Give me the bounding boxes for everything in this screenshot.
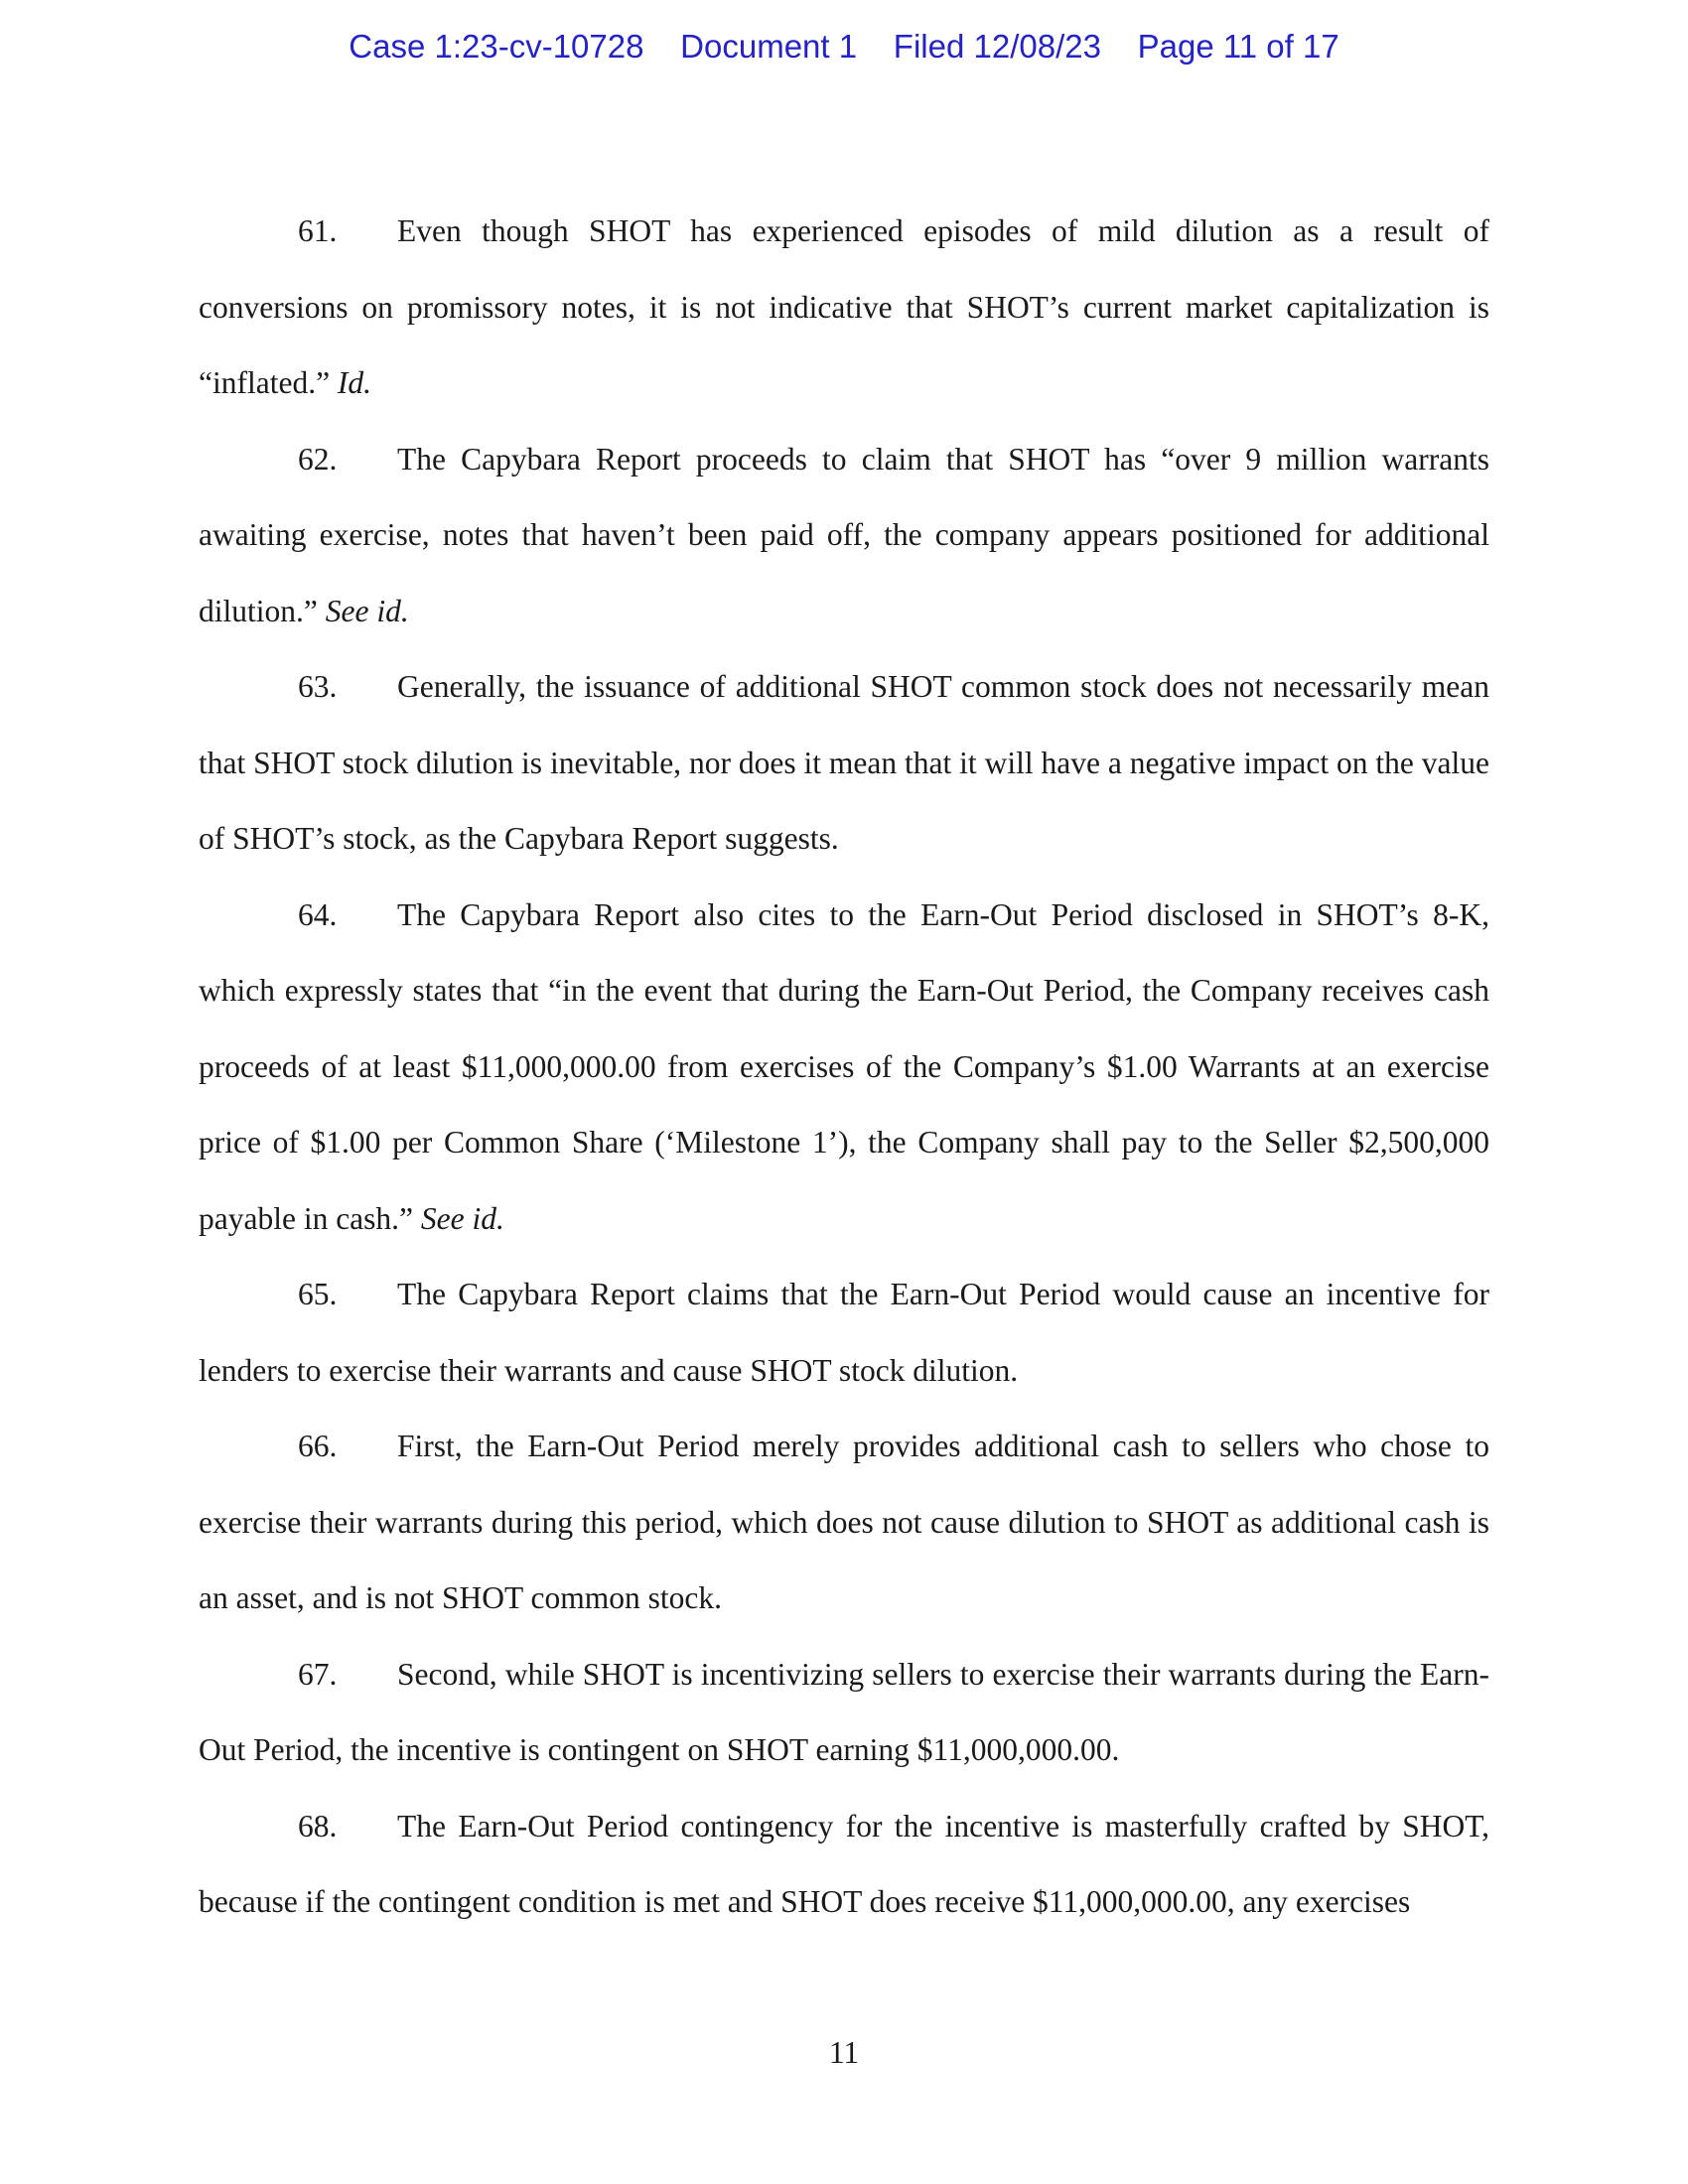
case-number: Case 1:23-cv-10728 xyxy=(349,28,644,65)
paragraph-number: 65. xyxy=(298,1277,338,1311)
paragraph-number: 67. xyxy=(298,1656,338,1692)
paragraph-text: Second, while SHOT is incentivizing sellers to exercise their warrants during the Earn-Out Period, the incentive is contingent on SHOT earning $11,000,000.00. xyxy=(199,1656,1489,1767)
paragraph-text: The Capybara Report claims that the Earn-Out Period would cause an incentive for lenders to exercise their warrants and cause SHOT stock dilution. xyxy=(199,1277,1489,1388)
citation: See id. xyxy=(420,1200,504,1236)
court-filing-header xyxy=(0,28,1688,66)
paragraph-text: Even though SHOT has experienced episodes of mild dilution as a result of conversions on promissory notes, it is not indicative that SHOT’s current market capitalization is “inflated.” xyxy=(199,213,1489,400)
paragraph-number: 64. xyxy=(298,896,338,932)
filed-date: Filed 12/08/23 xyxy=(893,28,1101,65)
paragraph-text: The Capybara Report also cites to the Earn-Out Period disclosed in SHOT’s 8-K, which expressly states that “in the event that during the Earn-Out Period, the Company receives cash proceeds of at least $11,000,000.00 from exercises of the Company’s $1.00 Warrants at an exercise price of $1.00 per Common Share (‘Milestone 1’), the Company shall pay to the Seller $2,500,000 payable in cash.” xyxy=(199,896,1489,1236)
paragraph-number: 68. xyxy=(298,1808,338,1843)
page-number: 11 xyxy=(828,2035,860,2070)
paragraph-number: 61. xyxy=(298,213,338,248)
citation: See id. xyxy=(325,593,409,628)
paragraph-number: 66. xyxy=(298,1429,338,1463)
paragraph-text: Generally, the issuance of additional SHOT common stock does not necessarily mean that SHOT stock dilution is inevitable, nor does it mean that it will have a negative impact on the value of SHOT’s stock, as the Capybara Report suggests. xyxy=(199,669,1489,856)
paragraph-number: 62. xyxy=(298,441,338,477)
document-body xyxy=(199,194,1489,1941)
paragraph-62 xyxy=(199,422,1489,650)
paragraph-61 xyxy=(199,194,1489,422)
paragraph-64 xyxy=(199,878,1489,1258)
paragraph-63 xyxy=(199,649,1489,878)
paragraph-number: 63. xyxy=(298,669,338,704)
paragraph-68 xyxy=(199,1789,1489,1941)
paragraph-67 xyxy=(199,1637,1489,1789)
paragraph-text: The Earn-Out Period contingency for the incentive is masterfully crafted by SHOT, because if the contingent condition is met and SHOT does receive $11,000,000.00, any exercises xyxy=(199,1808,1489,1919)
page-indicator: Page 11 of 17 xyxy=(1137,28,1339,65)
paragraph-text: The Capybara Report proceeds to claim that SHOT has “over 9 million warrants awaiting exercise, notes that haven’t been paid off, the company appears positioned for additional dilution.” xyxy=(199,441,1489,628)
paragraph-66 xyxy=(199,1409,1489,1637)
paragraph-text: First, the Earn-Out Period merely provides additional cash to sellers who chose to exercise their warrants during this period, which does not cause dilution to SHOT as additional cash is an asset, and is not SHOT common stock. xyxy=(199,1429,1489,1615)
citation: Id. xyxy=(337,365,372,400)
document-number: Document 1 xyxy=(680,28,858,65)
paragraph-65 xyxy=(199,1257,1489,1409)
